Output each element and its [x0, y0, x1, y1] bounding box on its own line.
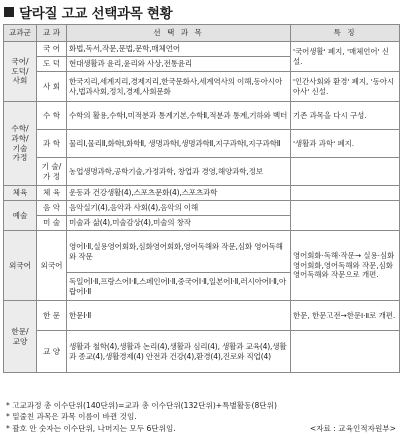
- feature-cell: [291, 186, 400, 201]
- group-cell: 외국어: [4, 231, 37, 301]
- subject-cell: 외국어: [37, 231, 67, 301]
- feature-cell: [291, 158, 400, 186]
- courses-cell: 생활과 철학(4),생활과 논리(4),생활과 심리(4), 생활과 교육(4),생활과 종교(4),생활경제(4) 안전과 건강(4),환경(4),진로와 직업(4): [67, 331, 291, 373]
- subject-cell: 교 양: [37, 331, 67, 373]
- header-features: 특 징: [291, 25, 400, 42]
- table-row: [4, 301, 400, 331]
- courses-cell: 미술과 삶(4),미술감상(4),미술의 창작: [67, 216, 291, 231]
- table-row: [4, 72, 400, 100]
- subject-cell: 기 술/가 정: [37, 158, 67, 186]
- courses-cell: 운동과 건강생활(4),스포츠문화(4),스포츠과학: [67, 186, 291, 201]
- feature-cell: [291, 331, 400, 373]
- table-row: [4, 130, 400, 158]
- footnote: * 밑줄친 과목은 과목 이름이 바뀐 것임.: [6, 412, 137, 422]
- group-cell: 국어/ 도덕/ 사회: [4, 42, 37, 102]
- footnotes: [6, 400, 398, 434]
- footnote: * 괄호 안 숫자는 이수단위, 나머지는 모두 6단위임.: [6, 423, 176, 433]
- courses-cell: 농업생명과학,공학기술,가정과학, 창업과 경영,해양과학,정보: [67, 158, 291, 186]
- feature-cell: [291, 201, 400, 231]
- feature-cell: '국어생활' 폐지, '매체언어' 신설.: [291, 42, 400, 72]
- courses-cell: 수학의 활용,수학Ⅰ,미적분과 통계기본,수학Ⅱ,적분과 통계,기하와 벡터: [67, 102, 291, 130]
- footnote-row: [6, 423, 398, 434]
- subject-cell: 음 악: [37, 201, 67, 216]
- table-row: [4, 331, 400, 373]
- courses-cell: 한국지리,세계지리,경제지리,한국문화사,세계역사의 이해,동아시아사,법과사회,정치,경제,사회문화: [67, 72, 291, 102]
- table-row: [4, 42, 400, 57]
- group-cell: 체육: [4, 186, 37, 201]
- table-header-row: [4, 25, 400, 42]
- courses-cell: 한문Ⅰ·Ⅱ: [67, 301, 291, 331]
- subject-cell: 한 문: [37, 301, 67, 331]
- table-row: [4, 102, 400, 130]
- courses-cell: 음악실기(4),음악과 사회(4),음악의 이해: [67, 201, 291, 216]
- title-text: 달라질 고교 선택과목 현황: [19, 6, 173, 22]
- header-group: 교과군: [4, 25, 37, 42]
- courses-cell: 물리Ⅰ,물리Ⅱ,화학Ⅰ,화학Ⅱ, 생명과학Ⅰ,생명과학Ⅱ,지구과학Ⅰ,지구과학Ⅱ: [67, 130, 291, 158]
- feature-cell: '생활과 과학' 폐지.: [291, 130, 400, 158]
- feature-cell: 한문, 한문고전→한문Ⅰ·Ⅱ로 개편.: [291, 301, 400, 331]
- courses-cell: 독일어Ⅰ·Ⅱ,프랑스어Ⅰ·Ⅱ,스페인어Ⅰ·Ⅱ,중국어Ⅰ·Ⅱ,일본어Ⅰ·Ⅱ,러시아어Ⅰ·Ⅱ,아랍어Ⅰ·Ⅱ: [67, 273, 291, 301]
- courses-cell: 현대생활과 윤리,윤리와 사상,전통윤리: [67, 57, 291, 72]
- table-row: [4, 158, 400, 186]
- subject-cell: 과 학: [37, 130, 67, 158]
- subject-cell: 수 학: [37, 102, 67, 130]
- feature-cell: 기존 과목을 다시 구성.: [291, 102, 400, 130]
- header-subject: 교 과: [37, 25, 67, 42]
- page-title: [4, 2, 172, 22]
- footnote: * 고교과정 총 이수단위(140단위)=교과 총 이수단위(132단위)+특별활동(8단위): [6, 401, 277, 410]
- feature-cell: '인간사회와 환경' 폐지, '동아시아사' 신설.: [291, 72, 400, 102]
- subject-cell: 국 어: [37, 42, 67, 57]
- table-row: [4, 186, 400, 201]
- table-row: [4, 201, 400, 216]
- group-cell: 수학/ 과학/ 기술 가정: [4, 102, 37, 186]
- subject-cell: 체 육: [37, 186, 67, 201]
- subject-cell: 사 회: [37, 72, 67, 102]
- subject-cell: 도 덕: [37, 57, 67, 72]
- courses-cell: 영어Ⅰ·Ⅱ,실용영어회화,심화영어회화,영어독해와 작문,심화 영어독해와 작문: [67, 231, 291, 273]
- title-square-bullet: [4, 7, 14, 17]
- group-cell: 한문/ 교양: [4, 301, 37, 373]
- courses-cell: 화법,독서,작문,문법,문학,매체언어: [67, 42, 291, 57]
- group-cell: 예술: [4, 201, 37, 231]
- table-row: [4, 231, 400, 273]
- feature-cell: 영어회화·독해·작문→ 실용·심화영어회화,영어독해와 작문,심화영어독해와 작문으로 개편.: [291, 231, 400, 301]
- header-courses: 선 택 과 목: [67, 25, 291, 42]
- subject-cell: 미 술: [37, 216, 67, 231]
- course-table: [3, 24, 400, 373]
- source-credit: <자료 : 교육인적자원부>: [309, 423, 396, 433]
